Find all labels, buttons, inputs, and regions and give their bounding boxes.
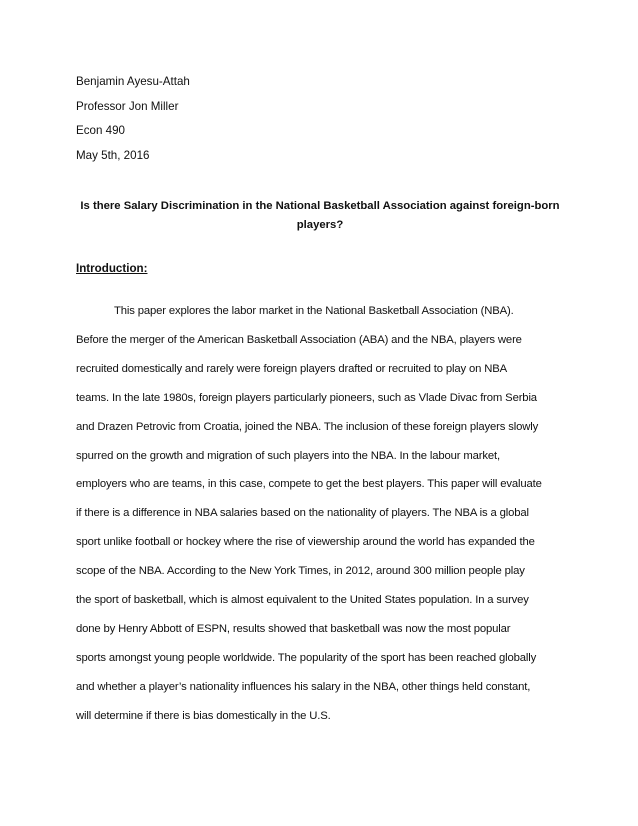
paragraph-line: and Drazen Petrovic from Croatia, joined the NBA. The inclusion of these foreign players slowly <box>76 420 539 433</box>
paragraph-line: and whether a player’s nationality influences his salary in the NBA, other things held constant, <box>76 680 531 693</box>
author-name: Benjamin Ayesu-Attah <box>76 75 190 88</box>
professor-name: Professor Jon Miller <box>76 99 179 113</box>
paragraph-line: sport unlike football or hockey where the rise of viewership around the world has expanded the <box>76 536 535 549</box>
paper-title-line-2: players? <box>296 219 344 231</box>
paragraph-line: teams. In the late 1980s, foreign players particularly pioneers, such as Vlade Divac from Serbia <box>76 391 537 404</box>
document-date: May 5th, 2016 <box>76 148 150 162</box>
paragraph-line: sports amongst young people worldwide. The popularity of the sport has been reached globally <box>76 651 537 664</box>
paragraph-line: employers who are teams, in this case, compete to get the best players. This paper will evaluate <box>76 478 542 491</box>
author-heading-block <box>76 70 566 168</box>
paragraph-line: will determine if there is bias domestically in the U.S. <box>76 709 331 722</box>
paper-title <box>60 197 580 235</box>
paragraph-line: spurred on the growth and migration of such players into the NBA. In the labour market, <box>76 449 500 462</box>
paragraph-line: done by Henry Abbott of ESPN, results showed that basketball was now the most popular <box>76 622 511 635</box>
paragraph-line: the sport of basketball, which is almost equivalent to the United States population. In a survey <box>76 594 529 607</box>
section-heading-introduction: Introduction: <box>76 262 148 275</box>
paragraph-line: if there is a difference in NBA salaries based on the nationality of players. The NBA is a global <box>76 507 529 520</box>
course-name: Econ 490 <box>76 124 125 138</box>
introduction-paragraph <box>76 297 568 731</box>
paper-title-line-1: Is there Salary Discrimination in the National Basketball Association against foreign-born <box>80 200 560 212</box>
paragraph-line: scope of the NBA. According to the New York Times, in 2012, around 300 million people play <box>76 565 525 578</box>
paragraph-line: This paper explores the labor market in the National Basketball Association (NBA). <box>114 305 514 317</box>
paragraph-line: recruited domestically and rarely were foreign players drafted or recruited to play on NBA <box>76 362 508 375</box>
paragraph-line: Before the merger of the American Basketball Association (ABA) and the NBA, players were <box>76 333 522 346</box>
